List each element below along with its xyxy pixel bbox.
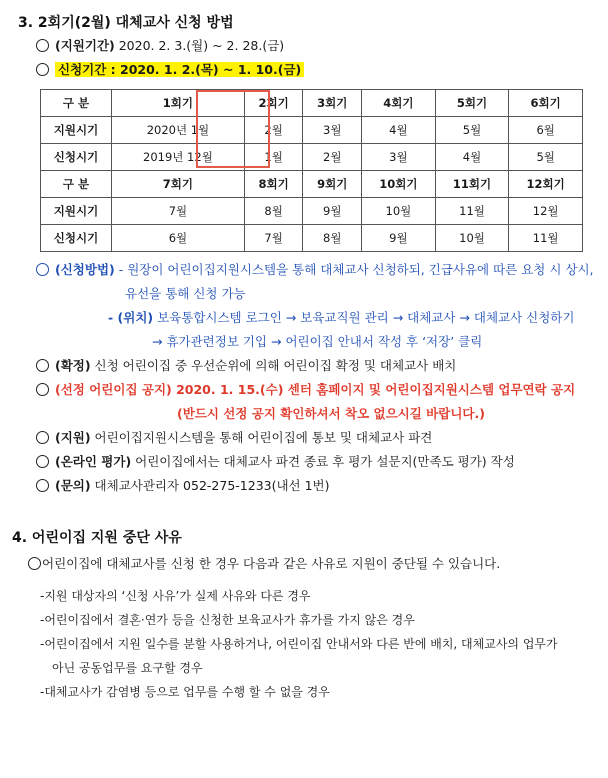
round-header-cell: 4회기 bbox=[362, 90, 436, 117]
table-cell: 3월 bbox=[362, 144, 436, 171]
row-label-cell: 지원시기 bbox=[41, 117, 112, 144]
support-line bbox=[36, 430, 432, 446]
online-eval-text: 어린이집에서는 대체교사 파견 종료 후 평가 설문지(만족도 평가) 작성 bbox=[131, 454, 515, 469]
table-row bbox=[41, 225, 583, 252]
round-header-cell: 5회기 bbox=[435, 90, 509, 117]
table-row bbox=[41, 198, 583, 225]
table-cell: 8월 bbox=[303, 225, 362, 252]
row-label-cell: 지원시기 bbox=[41, 198, 112, 225]
table-cell: 11월 bbox=[435, 198, 509, 225]
method-location-line bbox=[108, 310, 574, 326]
apply-period-line bbox=[36, 38, 284, 54]
row-label-cell: 구 분 bbox=[41, 171, 112, 198]
round-header-cell: 11회기 bbox=[435, 171, 509, 198]
circle-bullet-icon bbox=[36, 359, 49, 372]
method-text-2: 유선을 통해 신청 가능 bbox=[125, 286, 246, 301]
method-text-3: 보육통합시스템 로그인 → 보육교직원 관리 → 대체교사 → 대체교사 신청하기 bbox=[153, 310, 575, 325]
table-cell: 1월 bbox=[244, 144, 303, 171]
table-row bbox=[41, 144, 583, 171]
method-line-1 bbox=[36, 262, 594, 278]
table-row bbox=[41, 90, 583, 117]
table-cell: 2월 bbox=[244, 117, 303, 144]
round-header-cell: 8회기 bbox=[244, 171, 303, 198]
request-period-highlight: 신청기간 : 2020. 1. 2.(목) ~ 1. 10.(금) bbox=[55, 62, 304, 77]
section4-title: 4. 어린이집 지원 중단 사유 bbox=[12, 530, 182, 546]
table-cell: 6월 bbox=[509, 117, 583, 144]
notice-line bbox=[36, 382, 575, 398]
table-cell: 9월 bbox=[362, 225, 436, 252]
round-header-cell: 7회기 bbox=[112, 171, 245, 198]
support-label: (지원) bbox=[55, 430, 91, 445]
online-eval-label: (온라인 평가) bbox=[55, 454, 132, 469]
apply-period-label: (지원기간) bbox=[55, 38, 115, 53]
circle-bullet-icon bbox=[36, 63, 49, 76]
stop-reason-1: -지원 대상자의 ‘신청 사유’가 실제 사유와 다른 경우 bbox=[40, 589, 311, 603]
table-cell: 2월 bbox=[303, 144, 362, 171]
method-text-4: → 휴가관련정보 기입 → 어린이집 안내서 작성 후 ‘저장’ 클릭 bbox=[152, 334, 483, 349]
schedule-table bbox=[40, 89, 583, 252]
round-header-cell: 1회기 bbox=[112, 90, 245, 117]
circle-bullet-icon bbox=[36, 455, 49, 468]
table-cell: 3월 bbox=[303, 117, 362, 144]
table-cell: 2019년 12월 bbox=[112, 144, 245, 171]
section4-intro-line bbox=[28, 556, 500, 572]
inquiry-label: (문의) bbox=[55, 478, 91, 493]
apply-period-value: 2020. 2. 3.(월) ~ 2. 28.(금) bbox=[114, 38, 285, 53]
confirm-line bbox=[36, 358, 456, 374]
round-header-cell: 6회기 bbox=[509, 90, 583, 117]
method-label: (신청방법) bbox=[55, 262, 115, 277]
stop-reason-2: -어린이집에서 결혼·연가 등을 신청한 보육교사가 휴가를 가지 않은 경우 bbox=[40, 613, 415, 627]
table-cell: 4월 bbox=[362, 117, 436, 144]
circle-bullet-icon bbox=[36, 479, 49, 492]
table-row bbox=[41, 171, 583, 198]
support-text: 어린이집지원시스템을 통해 어린이집에 통보 및 대체교사 파견 bbox=[90, 430, 433, 445]
table-cell: 12월 bbox=[509, 198, 583, 225]
inquiry-line bbox=[36, 478, 330, 494]
round-header-cell: 10회기 bbox=[362, 171, 436, 198]
notice-text-2: (반드시 선정 공지 확인하셔서 착오 없으시길 바랍니다.) bbox=[177, 406, 485, 421]
table-cell: 7월 bbox=[244, 225, 303, 252]
round-header-cell: 3회기 bbox=[303, 90, 362, 117]
location-label: - (위치) bbox=[108, 310, 154, 325]
table-cell: 6월 bbox=[112, 225, 245, 252]
table-row bbox=[41, 117, 583, 144]
table-cell: 8월 bbox=[244, 198, 303, 225]
stop-reason-3a: -어린이집에서 지원 일수를 분할 사용하거나, 어린이집 안내서와 다른 반에 배치, 대체교사의 업무가 bbox=[40, 637, 558, 651]
section4-intro: 어린이집에 대체교사를 신청 한 경우 다음과 같은 사유로 지원이 중단될 수 있습니다. bbox=[42, 556, 501, 571]
online-eval-line bbox=[36, 454, 515, 470]
notice-text-1: (선정 어린이집 공지) 2020. 1. 15.(수) 센터 홈페이지 및 어린이집지원시스템 업무연락 공지 bbox=[55, 382, 576, 397]
round-header-cell: 9회기 bbox=[303, 171, 362, 198]
request-period-line bbox=[36, 62, 304, 78]
circle-bullet-icon bbox=[36, 383, 49, 396]
row-label-cell: 신청시기 bbox=[41, 225, 112, 252]
circle-bullet-icon bbox=[36, 431, 49, 444]
table-cell: 2020년 1월 bbox=[112, 117, 245, 144]
circle-bullet-icon bbox=[36, 39, 49, 52]
confirm-label: (확정) bbox=[55, 358, 91, 373]
stop-reason-3b: 아닌 공동업무를 요구할 경우 bbox=[52, 661, 203, 675]
table-cell: 4월 bbox=[435, 144, 509, 171]
table-cell: 5월 bbox=[509, 144, 583, 171]
round-header-cell: 12회기 bbox=[509, 171, 583, 198]
table-cell: 9월 bbox=[303, 198, 362, 225]
section3-title: 3. 2회기(2월) 대체교사 신청 방법 bbox=[18, 15, 234, 31]
circle-bullet-icon bbox=[28, 557, 41, 570]
table-cell: 11월 bbox=[509, 225, 583, 252]
method-text-1: - 원장이 어린이집지원시스템을 통해 대체교사 신청하되, 긴급사유에 따른 요청 시 상시, bbox=[114, 262, 594, 277]
table-cell: 5월 bbox=[435, 117, 509, 144]
confirm-text: 신청 어린이집 중 우선순위에 의해 어린이집 확정 및 대체교사 배치 bbox=[90, 358, 457, 373]
row-label-cell: 신청시기 bbox=[41, 144, 112, 171]
table-cell: 10월 bbox=[435, 225, 509, 252]
inquiry-text: 대체교사관리자 052-275-1233(내선 1번) bbox=[90, 478, 330, 493]
round-header-cell: 2회기 bbox=[244, 90, 303, 117]
table-cell: 10월 bbox=[362, 198, 436, 225]
circle-bullet-icon bbox=[36, 263, 49, 276]
table-cell: 7월 bbox=[112, 198, 245, 225]
row-label-cell: 구 분 bbox=[41, 90, 112, 117]
stop-reason-4: -대체교사가 감염병 등으로 업무를 수행 할 수 없을 경우 bbox=[40, 685, 330, 699]
